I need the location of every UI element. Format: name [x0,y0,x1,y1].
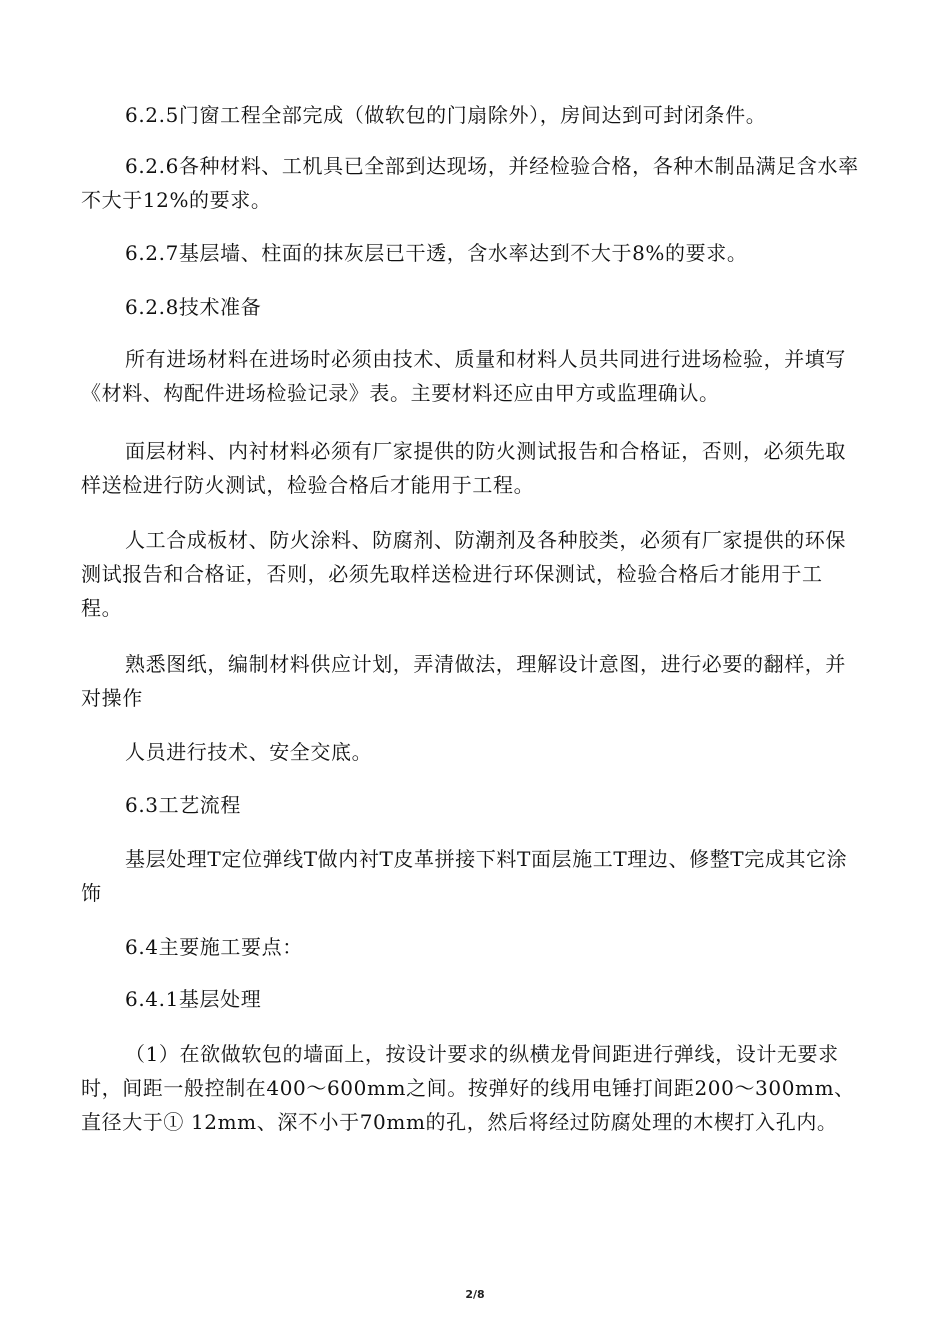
paragraph-fire-test: 面层材料、内衬材料必须有厂家提供的防火测试报告和合格证，否则，必须先取样送检进行防火测试，检验合格后才能用于工程。 [81,439,846,497]
page-number: 2/8 [465,1288,485,1301]
paragraph-6-2-8-heading: 6.2.8技术准备 [125,295,262,319]
paragraph-6-2-7: 6.2.7基层墙、柱面的抹灰层已干透，含水率达到不大于8%的要求。 [125,241,748,265]
paragraph-safety-briefing: 人员进行技术、安全交底。 [125,740,373,764]
paragraph-environmental-test: 人工合成板材、防火涂料、防腐剂、防潮剂及各种胶类，必须有厂家提供的环保测试报告和合格证，否则，必须先取样送检进行环保测试，检验合格后才能用于工程。 [81,528,846,620]
paragraph-6-2-6: 6.2.6各种材料、工机具已全部到达现场，并经检验合格，各种木制品满足含水率不大于12%的要求。 [81,154,859,212]
paragraph-6-4-1-heading: 6.4.1基层处理 [125,987,262,1011]
paragraph-6-3-heading: 6.3工艺流程 [125,793,242,817]
paragraph-base-treatment-1: （1）在欲做软包的墙面上，按设计要求的纵横龙骨间距进行弹线，设计无要求时，间距一般控制在400〜600mm之间。按弹好的线用电锤打间距200〜300mm、直径大于① 12mm、深不小于70mm的孔，然后将经过防腐处理的木楔打入孔内。 [81,1042,855,1134]
paragraph-drawings: 熟悉图纸，编制材料供应计划，弄清做法，理解设计意图，进行必要的翻样，并对操作 [81,652,846,710]
paragraph-material-inspection: 所有进场材料在进场时必须由技术、质量和材料人员共同进行进场检验，并填写《材料、构配件进场检验记录》表。主要材料还应由甲方或监理确认。 [81,347,846,405]
paragraph-process-flow: 基层处理T定位弹线T做内衬T皮革拼接下料T面层施工T理边、修整T完成其它涂饰 [81,847,848,905]
paragraph-6-4-heading: 6.4主要施工要点： [125,935,303,959]
paragraph-6-2-5: 6.2.5门窗工程全部完成（做软包的门扇除外），房间达到可封闭条件。 [125,103,767,127]
